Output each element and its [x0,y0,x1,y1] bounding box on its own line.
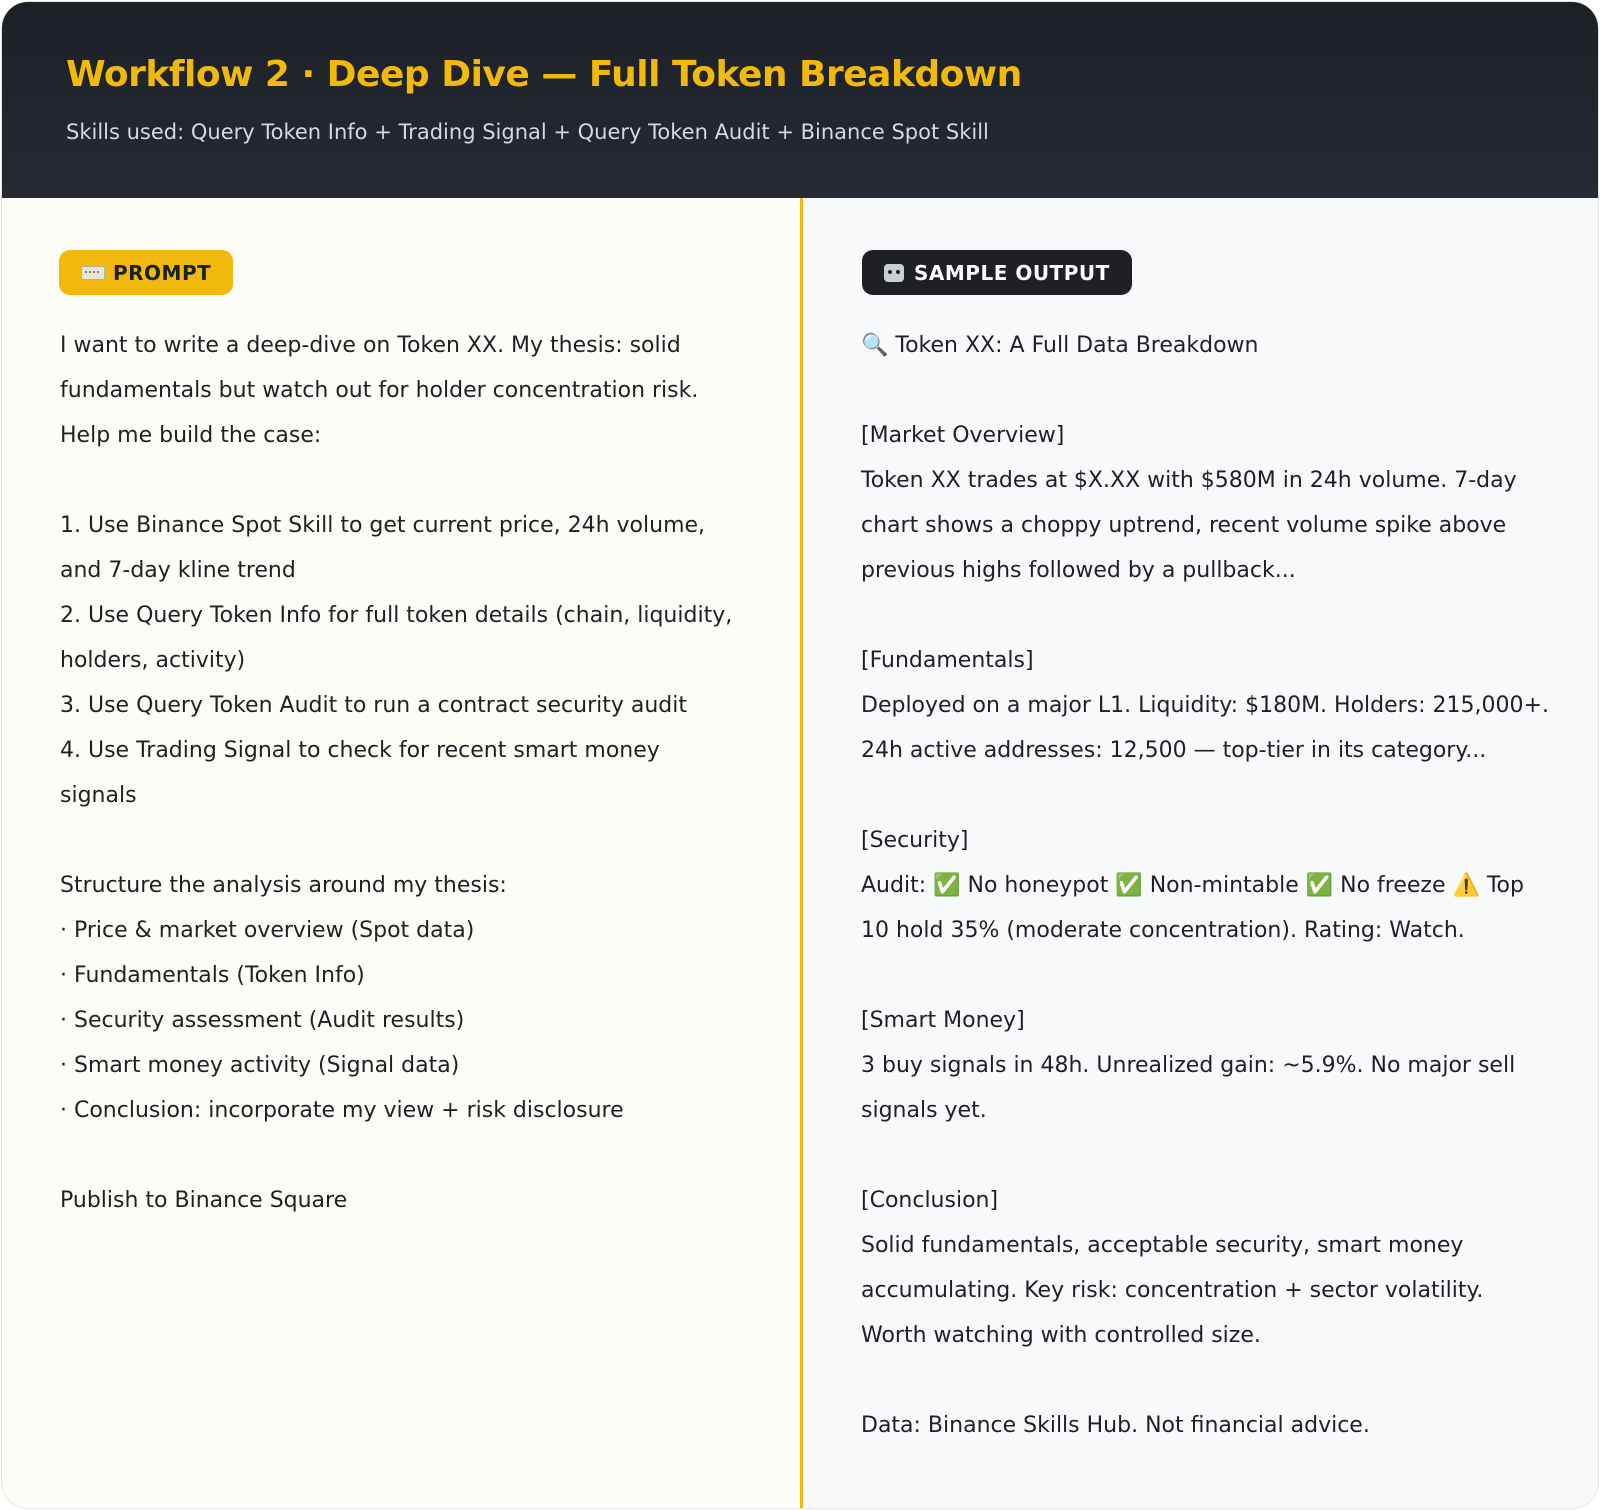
prompt-line [60,1133,780,1178]
prompt-line: 2. Use Query Token Info for full token details (chain, liquidity, [60,603,733,628]
output-line: [Security] [861,828,969,853]
prompt-line: · Security assessment (Audit results) [60,1008,465,1033]
output-line [861,368,1581,413]
output-line [861,1358,1581,1403]
output-line: previous highs followed by a pullback... [861,558,1296,583]
output-badge-label: SAMPLE OUTPUT [914,260,1110,285]
output-badge [862,250,1132,295]
workflow-card [2,2,1598,1508]
output-line: Token XX trades at $X.XX with $580M in 24h volume. 7-day [861,468,1517,493]
output-panel [803,198,1598,1508]
page-title: Workflow 2 · Deep Dive — Full Token Breakdown [66,54,1022,95]
output-line [861,593,1581,638]
output-line [861,773,1581,818]
prompt-line: Publish to Binance Square [60,1188,348,1213]
prompt-panel [2,198,803,1508]
prompt-line: holders, activity) [60,648,246,673]
output-line: chart shows a choppy uptrend, recent volume spike above [861,513,1507,538]
page-subtitle: Skills used: Query Token Info + Trading Signal + Query Token Audit + Binance Spot Skill [66,120,989,144]
prompt-line [60,818,780,863]
robot-icon [884,264,904,282]
keyboard-icon [81,266,105,280]
output-line: Solid fundamentals, acceptable security, smart money [861,1233,1464,1258]
prompt-line [60,458,780,503]
output-line [861,953,1581,998]
prompt-badge [59,250,233,295]
output-line: Data: Binance Skills Hub. Not financial advice. [861,1413,1370,1438]
prompt-text [60,323,780,1223]
output-line: accumulating. Key risk: concentration + sector volatility. [861,1278,1484,1303]
output-line: 3 buy signals in 48h. Unrealized gain: ~5.9%. No major sell [861,1053,1516,1078]
output-line [861,1133,1581,1178]
prompt-badge-label: PROMPT [113,260,212,285]
prompt-line: Structure the analysis around my thesis: [60,873,507,898]
prompt-line: · Price & market overview (Spot data) [60,918,475,943]
output-line: 24h active addresses: 12,500 — top-tier in its category... [861,738,1487,763]
output-line: signals yet. [861,1098,987,1123]
prompt-line: and 7-day kline trend [60,558,296,583]
output-line: [Market Overview] [861,423,1065,448]
prompt-line: fundamentals but watch out for holder concentration risk. [60,378,699,403]
prompt-line: signals [60,783,137,808]
prompt-line: Help me build the case: [60,423,322,448]
output-line: Worth watching with controlled size. [861,1323,1261,1348]
output-line: 🔍 Token XX: A Full Data Breakdown [861,333,1259,358]
output-line: [Fundamentals] [861,648,1034,673]
output-text [861,323,1581,1448]
output-line: [Smart Money] [861,1008,1025,1033]
prompt-line: I want to write a deep-dive on Token XX. My thesis: solid [60,333,681,358]
prompt-line: 1. Use Binance Spot Skill to get current price, 24h volume, [60,513,706,538]
output-line: [Conclusion] [861,1188,999,1213]
prompt-line: 3. Use Query Token Audit to run a contract security audit [60,693,688,718]
output-line: Deployed on a major L1. Liquidity: $180M. Holders: 215,000+. [861,693,1549,718]
header [2,2,1598,198]
prompt-line: · Conclusion: incorporate my view + risk disclosure [60,1098,624,1123]
prompt-line: 4. Use Trading Signal to check for recent smart money [60,738,660,763]
prompt-line: · Smart money activity (Signal data) [60,1053,460,1078]
prompt-line: · Fundamentals (Token Info) [60,963,365,988]
output-line: 10 hold 35% (moderate concentration). Rating: Watch. [861,918,1465,943]
output-line: Audit: ✅ No honeypot ✅ Non-mintable ✅ No freeze ⚠️ Top [861,873,1524,898]
